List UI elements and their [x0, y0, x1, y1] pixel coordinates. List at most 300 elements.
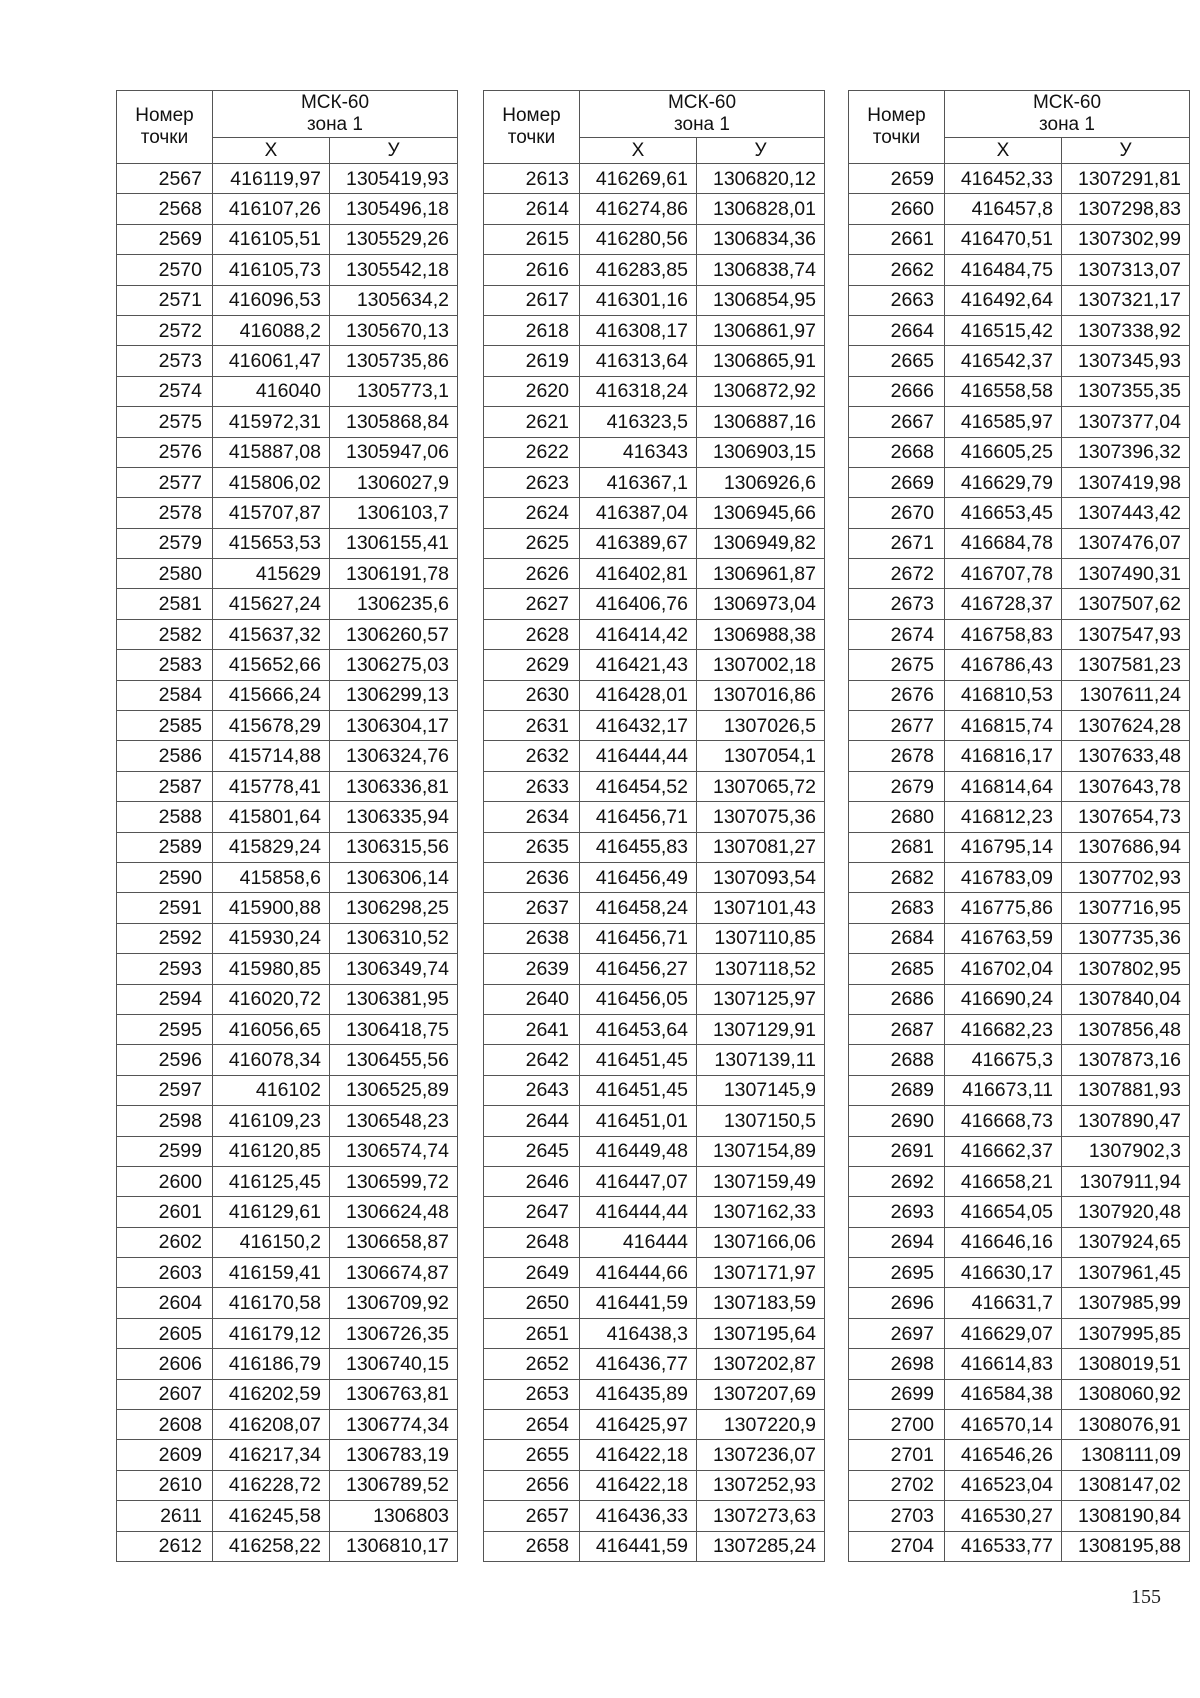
point-number-cell: 2659: [849, 164, 945, 194]
y-coordinate-cell: 1306310,52: [330, 923, 458, 953]
y-coordinate-cell: 1307924,65: [1062, 1227, 1190, 1257]
y-coordinate-cell: 1306763,81: [330, 1379, 458, 1409]
point-number-cell: 2636: [484, 862, 580, 892]
y-coordinate-cell: 1306820,12: [697, 164, 825, 194]
table-row: [117, 1045, 458, 1075]
x-coordinate-cell: 416436,33: [580, 1501, 697, 1531]
x-coordinate-cell: 416452,33: [945, 164, 1062, 194]
table-row: [484, 498, 825, 528]
x-coordinate-cell: 416096,53: [213, 285, 330, 315]
y-coordinate-cell: 1307911,94: [1062, 1166, 1190, 1196]
system-label: МСК-60: [1032, 92, 1102, 113]
x-coordinate-cell: 416457,8: [945, 194, 1062, 224]
point-number-cell: 2625: [484, 528, 580, 558]
x-coordinate-cell: 416470,51: [945, 224, 1062, 254]
point-number-cell: 2666: [849, 376, 945, 406]
point-number-cell: 2667: [849, 407, 945, 437]
table-row: [484, 741, 825, 771]
point-number-cell: 2612: [117, 1531, 213, 1561]
x-coordinate-cell: 416269,61: [580, 164, 697, 194]
table-row: [484, 1136, 825, 1166]
x-coordinate-cell: 416629,79: [945, 467, 1062, 497]
y-coordinate-cell: 1306740,15: [330, 1349, 458, 1379]
x-coordinate-cell: 416435,89: [580, 1379, 697, 1409]
point-number-cell: 2668: [849, 437, 945, 467]
x-coordinate-cell: 415714,88: [213, 741, 330, 771]
x-coordinate-cell: 416763,59: [945, 923, 1062, 953]
point-number-cell: 2687: [849, 1014, 945, 1044]
y-coordinate-cell: 1306828,01: [697, 194, 825, 224]
x-coordinate-cell: 416387,04: [580, 498, 697, 528]
table-row: [484, 559, 825, 589]
point-number-cell: 2698: [849, 1349, 945, 1379]
y-coordinate-cell: 1307302,99: [1062, 224, 1190, 254]
table-row: [117, 285, 458, 315]
table-row: [484, 1075, 825, 1105]
point-number-cell: 2681: [849, 832, 945, 862]
y-coordinate-cell: 1305529,26: [330, 224, 458, 254]
table-row: [849, 1470, 1190, 1500]
point-number-cell: 2600: [117, 1166, 213, 1196]
y-coordinate-cell: 1306838,74: [697, 255, 825, 285]
point-number-cell: 2651: [484, 1318, 580, 1348]
y-coordinate-cell: 1306306,14: [330, 862, 458, 892]
table-row: [484, 862, 825, 892]
y-coordinate-cell: 1307118,52: [697, 954, 825, 984]
x-coordinate-cell: 416810,53: [945, 680, 1062, 710]
x-coordinate-cell: 416436,77: [580, 1349, 697, 1379]
x-coordinate-cell: 416228,72: [213, 1470, 330, 1500]
x-coordinate-cell: 416120,85: [213, 1136, 330, 1166]
y-coordinate-cell: 1305542,18: [330, 255, 458, 285]
x-coordinate-cell: 415653,53: [213, 528, 330, 558]
x-coordinate-cell: 416170,58: [213, 1288, 330, 1318]
point-number-cell: 2602: [117, 1227, 213, 1257]
point-number-cell: 2581: [117, 589, 213, 619]
table-row: [484, 1258, 825, 1288]
point-number-cell: 2614: [484, 194, 580, 224]
table-row: [849, 893, 1190, 923]
x-coordinate-cell: 416646,16: [945, 1227, 1062, 1257]
y-coordinate-cell: 1307802,95: [1062, 954, 1190, 984]
coordinate-system-header: [580, 91, 825, 138]
point-number-cell: 2693: [849, 1197, 945, 1227]
x-coordinate-cell: 416542,37: [945, 346, 1062, 376]
y-coordinate-cell: 1307159,49: [697, 1166, 825, 1196]
table-row: [484, 1531, 825, 1561]
x-coordinate-cell: 416179,12: [213, 1318, 330, 1348]
y-coordinate-cell: 1306548,23: [330, 1106, 458, 1136]
point-number-cell: 2617: [484, 285, 580, 315]
table-row: [849, 1410, 1190, 1440]
y-coordinate-cell: 1307183,59: [697, 1288, 825, 1318]
point-number-cell: 2662: [849, 255, 945, 285]
y-coordinate-cell: 1307702,93: [1062, 862, 1190, 892]
point-number-cell: 2634: [484, 802, 580, 832]
y-coordinate-cell: 1307129,91: [697, 1014, 825, 1044]
y-coordinate-cell: 1306299,13: [330, 680, 458, 710]
table-row: [484, 619, 825, 649]
x-coordinate-cell: 416815,74: [945, 711, 1062, 741]
coordinates-table-2: [483, 90, 825, 1562]
y-coordinate-cell: 1308195,88: [1062, 1531, 1190, 1561]
y-coordinate-cell: 1306945,66: [697, 498, 825, 528]
table-row: [117, 528, 458, 558]
x-coordinate-cell: 415707,87: [213, 498, 330, 528]
table-row: [117, 407, 458, 437]
y-coordinate-cell: 1306961,87: [697, 559, 825, 589]
y-coordinate-cell: 1308190,84: [1062, 1501, 1190, 1531]
y-coordinate-cell: 1306349,74: [330, 954, 458, 984]
y-coordinate-cell: 1306803: [330, 1501, 458, 1531]
y-coordinate-cell: 1307890,47: [1062, 1106, 1190, 1136]
table-row: [849, 1318, 1190, 1348]
y-coordinate-cell: 1307081,27: [697, 832, 825, 862]
point-number-cell: 2578: [117, 498, 213, 528]
point-number-cell: 2661: [849, 224, 945, 254]
table-row: [484, 802, 825, 832]
table-row: [849, 650, 1190, 680]
y-coordinate-cell: 1306324,76: [330, 741, 458, 771]
point-number-cell: 2609: [117, 1440, 213, 1470]
y-coordinate-cell: 1306624,48: [330, 1197, 458, 1227]
x-coordinate-cell: 415806,02: [213, 467, 330, 497]
y-coordinate-cell: 1306861,97: [697, 315, 825, 345]
y-coordinate-cell: 1307920,48: [1062, 1197, 1190, 1227]
y-coordinate-cell: 1308147,02: [1062, 1470, 1190, 1500]
table-row: [117, 224, 458, 254]
x-header: Х: [213, 138, 330, 164]
x-coordinate-cell: 416614,83: [945, 1349, 1062, 1379]
x-coordinate-cell: 416186,79: [213, 1349, 330, 1379]
point-number-cell: 2638: [484, 923, 580, 953]
table-row: [117, 1379, 458, 1409]
point-number-cell: 2574: [117, 376, 213, 406]
y-coordinate-cell: 1307902,3: [1062, 1136, 1190, 1166]
point-number-cell: 2594: [117, 984, 213, 1014]
point-number-cell: 2588: [117, 802, 213, 832]
table-row: [484, 1166, 825, 1196]
point-number-cell: 2660: [849, 194, 945, 224]
y-coordinate-cell: 1306315,56: [330, 832, 458, 862]
x-coordinate-cell: 416444,44: [580, 741, 697, 771]
x-coordinate-cell: 416816,17: [945, 741, 1062, 771]
y-coordinate-cell: 1308111,09: [1062, 1440, 1190, 1470]
table-row: [484, 255, 825, 285]
x-coordinate-cell: 416422,18: [580, 1440, 697, 1470]
x-coordinate-cell: 416119,97: [213, 164, 330, 194]
y-coordinate-cell: 1306926,6: [697, 467, 825, 497]
y-coordinate-cell: 1307686,94: [1062, 832, 1190, 862]
table-row: [484, 467, 825, 497]
y-coordinate-cell: 1307735,36: [1062, 923, 1190, 953]
x-coordinate-cell: 415930,24: [213, 923, 330, 953]
table-row: [117, 1288, 458, 1318]
x-coordinate-cell: 416484,75: [945, 255, 1062, 285]
x-coordinate-cell: 416662,37: [945, 1136, 1062, 1166]
x-coordinate-cell: 416629,07: [945, 1318, 1062, 1348]
point-number-cell: 2579: [117, 528, 213, 558]
x-coordinate-cell: 416150,2: [213, 1227, 330, 1257]
table-row: [849, 164, 1190, 194]
x-header: Х: [945, 138, 1062, 164]
x-coordinate-cell: 416313,64: [580, 346, 697, 376]
table-row: [117, 315, 458, 345]
point-number-cell: 2603: [117, 1258, 213, 1288]
point-number-cell: 2635: [484, 832, 580, 862]
table-row: [849, 437, 1190, 467]
table-row: [117, 923, 458, 953]
x-coordinate-cell: 416217,34: [213, 1440, 330, 1470]
point-number-cell: 2702: [849, 1470, 945, 1500]
y-coordinate-cell: 1307840,04: [1062, 984, 1190, 1014]
x-coordinate-cell: 416308,17: [580, 315, 697, 345]
y-coordinate-cell: 1307166,06: [697, 1227, 825, 1257]
table-row: [849, 559, 1190, 589]
table-row: [849, 1379, 1190, 1409]
y-coordinate-cell: 1306658,87: [330, 1227, 458, 1257]
table-row: [849, 346, 1190, 376]
x-coordinate-cell: 416605,25: [945, 437, 1062, 467]
x-coordinate-cell: 416444,66: [580, 1258, 697, 1288]
y-coordinate-cell: 1305773,1: [330, 376, 458, 406]
x-coordinate-cell: 416654,05: [945, 1197, 1062, 1227]
table-row: [849, 832, 1190, 862]
x-coordinate-cell: 416795,14: [945, 832, 1062, 862]
x-coordinate-cell: 415900,88: [213, 893, 330, 923]
x-coordinate-cell: 416367,1: [580, 467, 697, 497]
x-coordinate-cell: 416570,14: [945, 1410, 1062, 1440]
table-row: [484, 984, 825, 1014]
table-row: [484, 407, 825, 437]
x-coordinate-cell: 416783,09: [945, 862, 1062, 892]
point-number-cell: 2610: [117, 1470, 213, 1500]
y-coordinate-cell: 1306336,81: [330, 771, 458, 801]
x-coordinate-cell: 416428,01: [580, 680, 697, 710]
point-number-cell: 2569: [117, 224, 213, 254]
point-number-cell: 2618: [484, 315, 580, 345]
y-coordinate-cell: 1307291,81: [1062, 164, 1190, 194]
y-coordinate-cell: 1307961,45: [1062, 1258, 1190, 1288]
y-coordinate-cell: 1306155,41: [330, 528, 458, 558]
x-coordinate-cell: 416702,04: [945, 954, 1062, 984]
x-coordinate-cell: 416631,7: [945, 1288, 1062, 1318]
point-number-cell: 2701: [849, 1440, 945, 1470]
table-row: [117, 802, 458, 832]
y-coordinate-cell: 1308076,91: [1062, 1410, 1190, 1440]
table-row: [849, 1288, 1190, 1318]
table-row: [484, 528, 825, 558]
table-row: [117, 711, 458, 741]
y-coordinate-cell: 1306709,92: [330, 1288, 458, 1318]
table-row: [484, 194, 825, 224]
y-coordinate-cell: 1307220,9: [697, 1410, 825, 1440]
point-number-cell: 2633: [484, 771, 580, 801]
point-number-header: Номер точки: [849, 91, 945, 164]
y-coordinate-cell: 1306275,03: [330, 650, 458, 680]
table-row: [484, 437, 825, 467]
x-coordinate-cell: 416425,97: [580, 1410, 697, 1440]
table-row: [484, 376, 825, 406]
y-coordinate-cell: 1307856,48: [1062, 1014, 1190, 1044]
table-row: [849, 1166, 1190, 1196]
point-number-cell: 2647: [484, 1197, 580, 1227]
y-coordinate-cell: 1308019,51: [1062, 1349, 1190, 1379]
x-coordinate-cell: 416323,5: [580, 407, 697, 437]
x-coordinate-cell: 415629: [213, 559, 330, 589]
table-row: [849, 1045, 1190, 1075]
x-coordinate-cell: 416444,44: [580, 1197, 697, 1227]
table-row: [484, 1379, 825, 1409]
point-number-cell: 2577: [117, 467, 213, 497]
y-coordinate-cell: 1306973,04: [697, 589, 825, 619]
x-coordinate-cell: 416421,43: [580, 650, 697, 680]
x-coordinate-cell: 416061,47: [213, 346, 330, 376]
point-number-cell: 2677: [849, 711, 945, 741]
x-coordinate-cell: 416389,67: [580, 528, 697, 558]
point-number-cell: 2641: [484, 1014, 580, 1044]
point-number-cell: 2695: [849, 1258, 945, 1288]
point-number-cell: 2601: [117, 1197, 213, 1227]
table-row: [117, 194, 458, 224]
y-coordinate-cell: 1307207,69: [697, 1379, 825, 1409]
point-number-cell: 2684: [849, 923, 945, 953]
x-coordinate-cell: 416422,18: [580, 1470, 697, 1500]
table-row: [117, 1136, 458, 1166]
x-coordinate-cell: 416690,24: [945, 984, 1062, 1014]
table-row: [484, 893, 825, 923]
x-coordinate-cell: 416318,24: [580, 376, 697, 406]
point-number-cell: 2570: [117, 255, 213, 285]
x-coordinate-cell: 416456,49: [580, 862, 697, 892]
x-coordinate-cell: 416283,85: [580, 255, 697, 285]
x-coordinate-cell: 416758,83: [945, 619, 1062, 649]
point-number-header: Номер точки: [484, 91, 580, 164]
table-row: [117, 1014, 458, 1044]
table-row: [117, 1258, 458, 1288]
table-row: [484, 1106, 825, 1136]
point-number-cell: 2646: [484, 1166, 580, 1196]
point-number-cell: 2631: [484, 711, 580, 741]
x-coordinate-cell: 416786,43: [945, 650, 1062, 680]
system-label: МСК-60: [300, 92, 370, 113]
table-row: [117, 1197, 458, 1227]
x-coordinate-cell: 416675,3: [945, 1045, 1062, 1075]
x-coordinate-cell: 416451,45: [580, 1075, 697, 1105]
table-row: [484, 1045, 825, 1075]
point-number-cell: 2665: [849, 346, 945, 376]
y-coordinate-cell: 1307716,95: [1062, 893, 1190, 923]
x-coordinate-cell: 416515,42: [945, 315, 1062, 345]
table-row: [849, 528, 1190, 558]
y-header: У: [330, 138, 458, 164]
point-number-header: Номер точки: [117, 91, 213, 164]
table-row: [117, 1075, 458, 1105]
y-coordinate-cell: 1306418,75: [330, 1014, 458, 1044]
point-number-cell: 2691: [849, 1136, 945, 1166]
point-number-cell: 2670: [849, 498, 945, 528]
y-coordinate-cell: 1307125,97: [697, 984, 825, 1014]
x-coordinate-cell: 416109,23: [213, 1106, 330, 1136]
point-number-cell: 2580: [117, 559, 213, 589]
x-coordinate-cell: 416451,45: [580, 1045, 697, 1075]
point-number-cell: 2583: [117, 650, 213, 680]
x-coordinate-cell: 416451,01: [580, 1106, 697, 1136]
point-number-cell: 2630: [484, 680, 580, 710]
y-coordinate-cell: 1308060,92: [1062, 1379, 1190, 1409]
x-coordinate-cell: 416558,58: [945, 376, 1062, 406]
y-coordinate-cell: 1307236,07: [697, 1440, 825, 1470]
x-coordinate-cell: 416280,56: [580, 224, 697, 254]
y-coordinate-cell: 1306260,57: [330, 619, 458, 649]
table-row: [849, 771, 1190, 801]
x-coordinate-cell: 415972,31: [213, 407, 330, 437]
y-coordinate-cell: 1307396,32: [1062, 437, 1190, 467]
y-coordinate-cell: 1307654,73: [1062, 802, 1190, 832]
x-coordinate-cell: 416107,26: [213, 194, 330, 224]
point-number-cell: 2650: [484, 1288, 580, 1318]
point-number-cell: 2584: [117, 680, 213, 710]
y-coordinate-cell: 1306298,25: [330, 893, 458, 923]
point-number-cell: 2700: [849, 1410, 945, 1440]
y-coordinate-cell: 1307443,42: [1062, 498, 1190, 528]
table-row: [849, 498, 1190, 528]
table-row: [849, 954, 1190, 984]
table-row: [849, 589, 1190, 619]
x-coordinate-cell: 416056,65: [213, 1014, 330, 1044]
point-number-cell: 2669: [849, 467, 945, 497]
y-coordinate-cell: 1307145,9: [697, 1075, 825, 1105]
page-number: 155: [1131, 1586, 1161, 1608]
table-row: [117, 984, 458, 1014]
table-row: [849, 862, 1190, 892]
table-row: [117, 589, 458, 619]
y-coordinate-cell: 1307195,64: [697, 1318, 825, 1348]
point-number-cell: 2643: [484, 1075, 580, 1105]
point-number-cell: 2615: [484, 224, 580, 254]
x-coordinate-cell: 416707,78: [945, 559, 1062, 589]
y-coordinate-cell: 1307150,5: [697, 1106, 825, 1136]
table-row: [117, 1166, 458, 1196]
table-row: [484, 346, 825, 376]
point-number-cell: 2605: [117, 1318, 213, 1348]
y-coordinate-cell: 1307490,31: [1062, 559, 1190, 589]
x-coordinate-cell: 416682,23: [945, 1014, 1062, 1044]
zone-label: зона 1: [307, 114, 363, 135]
y-coordinate-cell: 1307054,1: [697, 741, 825, 771]
y-coordinate-cell: 1306381,95: [330, 984, 458, 1014]
y-coordinate-cell: 1307643,78: [1062, 771, 1190, 801]
x-coordinate-cell: 416775,86: [945, 893, 1062, 923]
x-coordinate-cell: 415801,64: [213, 802, 330, 832]
table-row: [484, 589, 825, 619]
x-coordinate-cell: 416658,21: [945, 1166, 1062, 1196]
x-coordinate-cell: 415858,6: [213, 862, 330, 892]
table-row: [117, 1410, 458, 1440]
x-coordinate-cell: 416088,2: [213, 315, 330, 345]
point-number-cell: 2623: [484, 467, 580, 497]
point-number-cell: 2688: [849, 1045, 945, 1075]
point-number-cell: 2689: [849, 1075, 945, 1105]
y-coordinate-cell: 1307162,33: [697, 1197, 825, 1227]
x-coordinate-cell: 416523,04: [945, 1470, 1062, 1500]
x-coordinate-cell: 416684,78: [945, 528, 1062, 558]
y-coordinate-cell: 1306789,52: [330, 1470, 458, 1500]
x-coordinate-cell: 416728,37: [945, 589, 1062, 619]
y-coordinate-cell: 1306988,38: [697, 619, 825, 649]
point-number-cell: 2640: [484, 984, 580, 1014]
point-number-cell: 2652: [484, 1349, 580, 1379]
